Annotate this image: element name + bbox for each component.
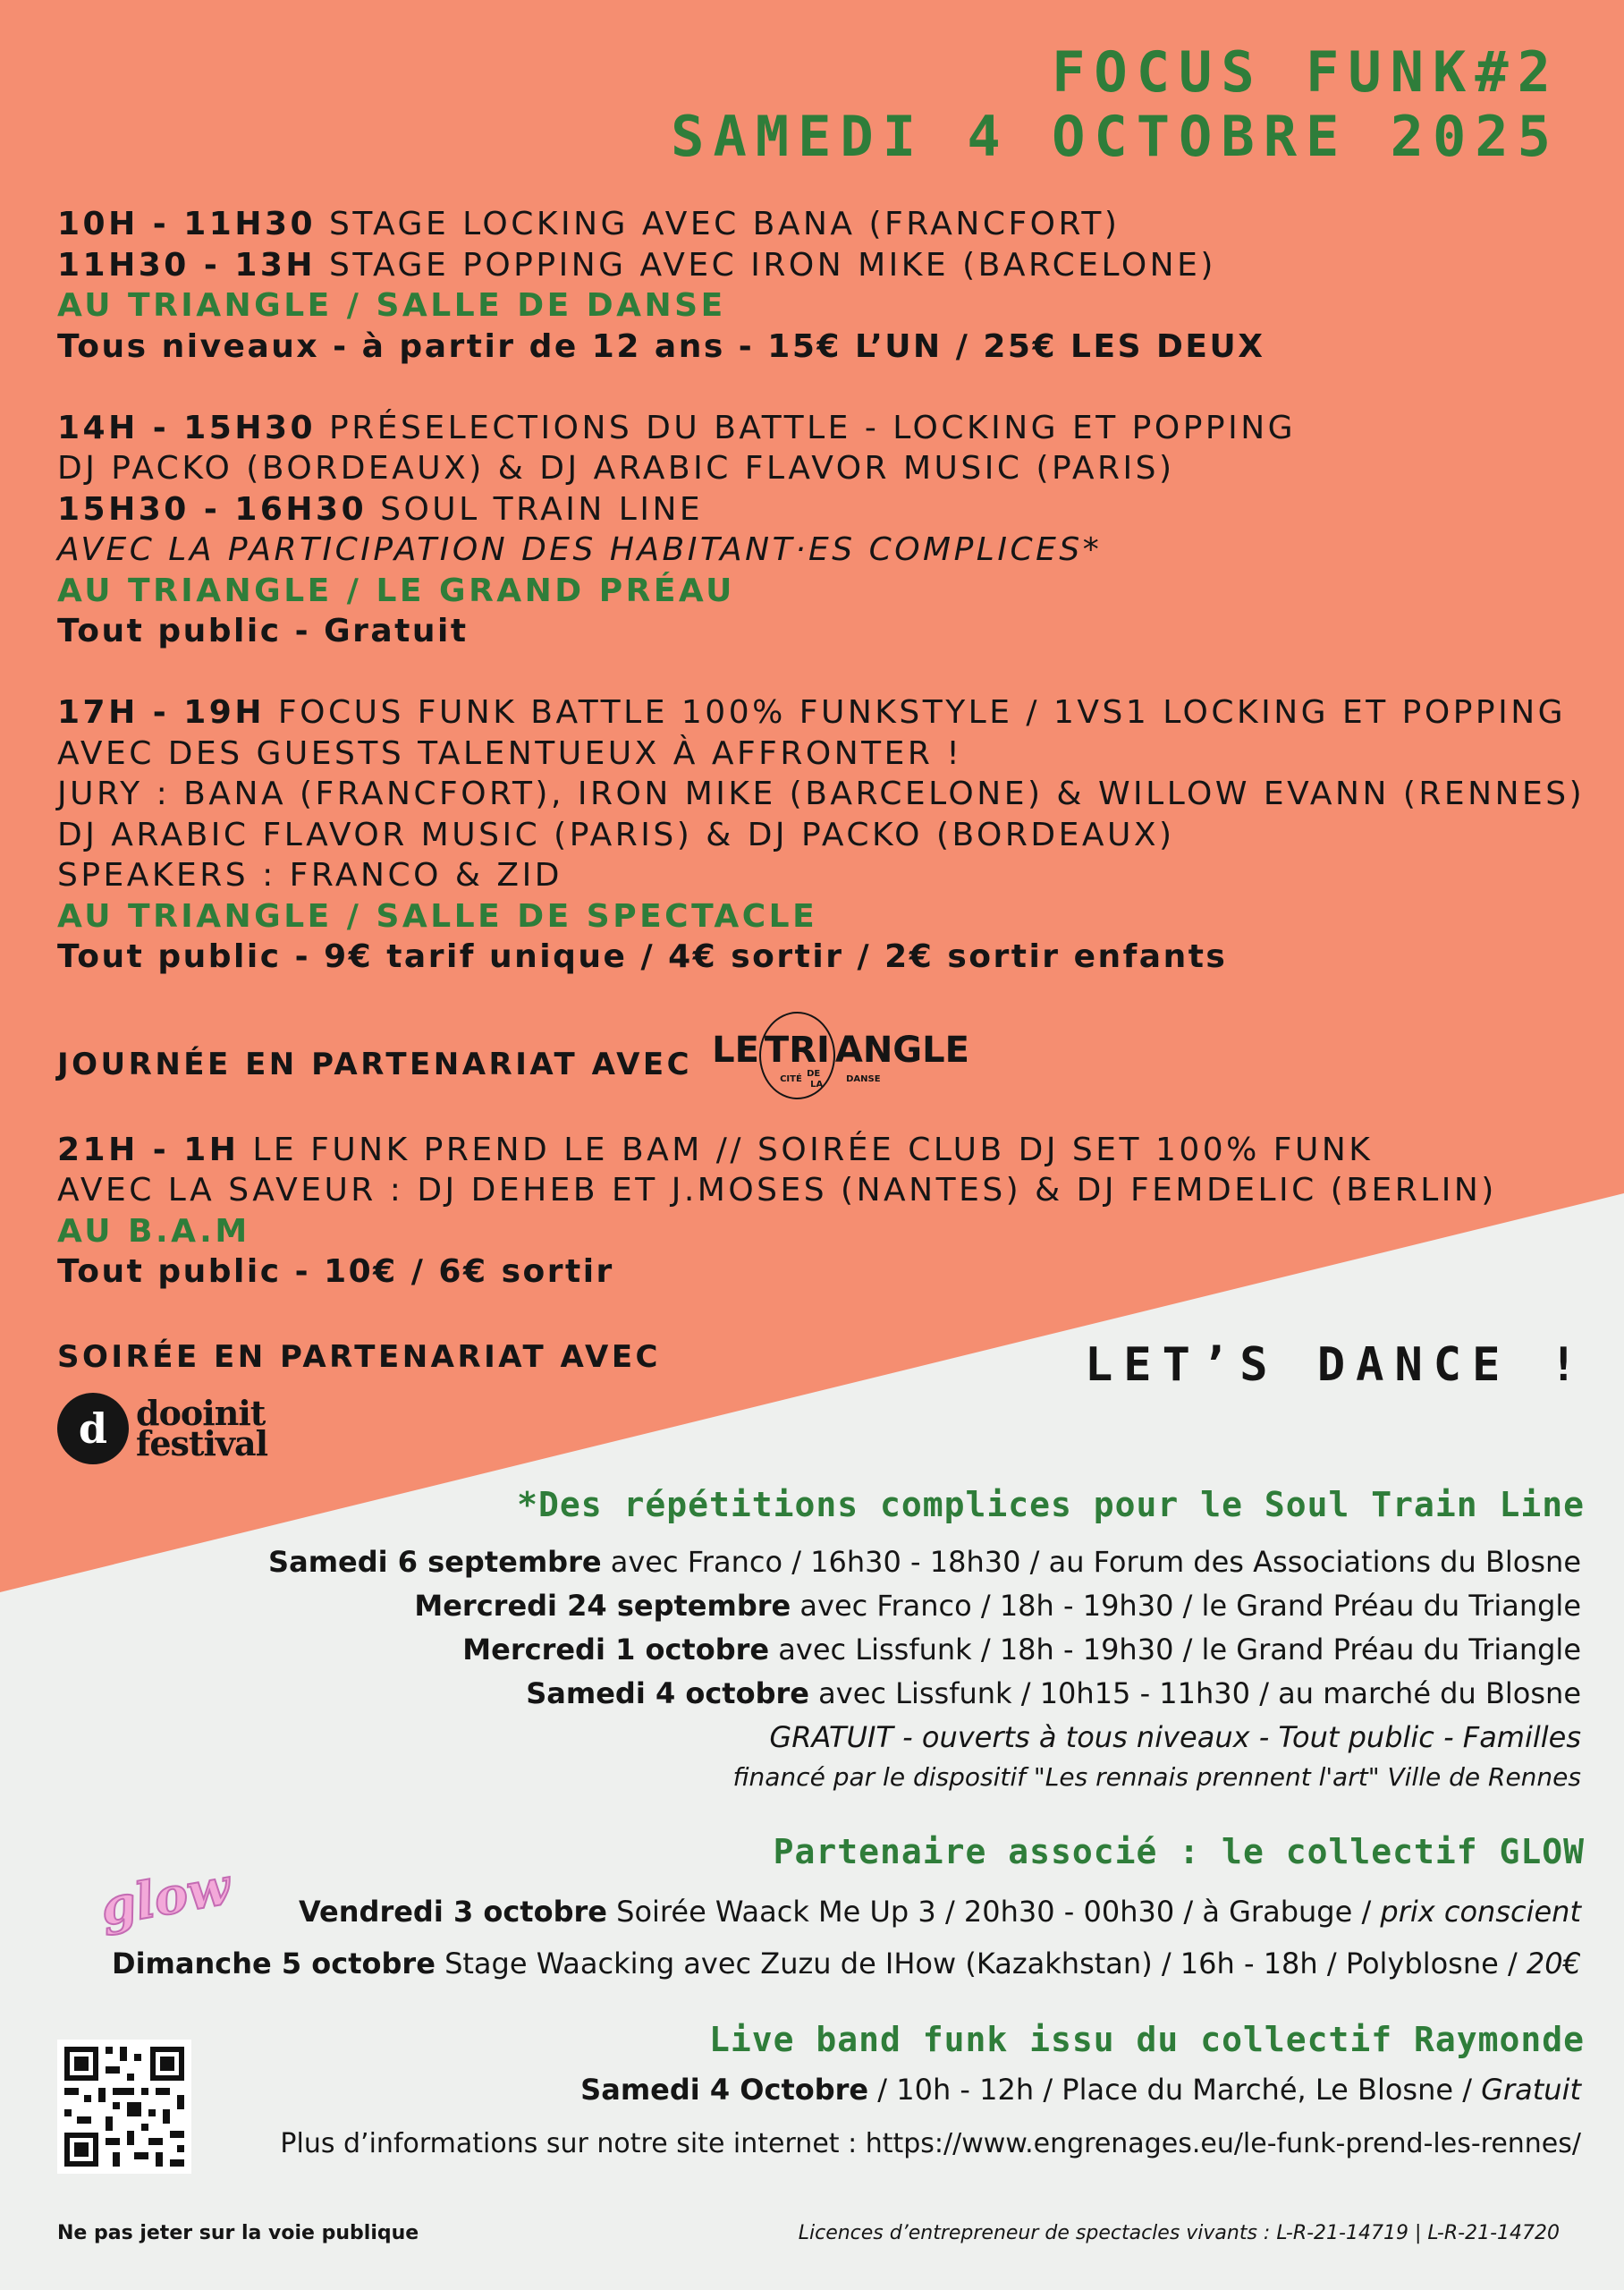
venue-label: AU TRIANGLE / SALLE DE DANSE	[57, 287, 726, 324]
list-item: Mercredi 24 septembre avec Franco / 18h - 19h30 / le Grand Préau du Triangle	[414, 1589, 1581, 1623]
list-item: Samedi 6 septembre avec Franco / 16h30 - 18h30 / au Forum des Associations du Blosne	[268, 1545, 1581, 1579]
list-item: Samedi 4 octobre avec Lissfunk / 10h15 - 11h30 / au marché du Blosne	[526, 1676, 1581, 1710]
program-line: AVEC LA SAVEUR : DJ DEHEB ET J.MOSES (NANTES) & DJ FEMDELIC (BERLIN)	[57, 1172, 1497, 1209]
program-line: DJ PACKO (BORDEAUX) & DJ ARABIC FLAVOR MUSIC (PARIS)	[57, 450, 1175, 487]
list-item: Mercredi 1 octobre avec Lissfunk / 18h - 19h30 / le Grand Préau du Triangle	[462, 1633, 1581, 1667]
qr-code-icon	[57, 2040, 191, 2174]
glow-title: Partenaire associé : le collectif GLOW	[773, 1832, 1585, 1871]
list-item: Vendredi 3 octobre Soirée Waack Me Up 3 / 20h30 - 00h30 / à Grabuge / prix conscient	[299, 1895, 1581, 1929]
repetitions-title: *Des répétitions complices pour le Soul Train Line	[517, 1485, 1585, 1524]
program-line: 21H - 1H LE FUNK PREND LE BAM // SOIRÉE CLUB DJ SET 100% FUNK	[57, 1131, 1374, 1168]
repetitions-funding: financé par le dispositif "Les rennais prennent l'art" Ville de Rennes	[732, 1762, 1581, 1792]
program-line: AVEC DES GUESTS TALENTUEUX À AFFRONTER !	[57, 734, 963, 772]
program-line: 15H30 - 16H30 SOUL TRAIN LINE	[57, 490, 704, 528]
program-line: JURY : BANA (FRANCFORT), IRON MIKE (BARCELONE) & WILLOW EVANN (RENNES)	[57, 776, 1586, 812]
program	[57, 204, 1595, 1464]
program-line: DJ ARABIC FLAVOR MUSIC (PARIS) & DJ PACKO (BORDEAUX)	[57, 816, 1175, 853]
program-line: 10H - 11H30 STAGE LOCKING AVEC BANA (FRANCFORT)	[57, 206, 1121, 242]
program-line: 17H - 19H FOCUS FUNK BATTLE 100% FUNKSTYLE / 1VS1 LOCKING ET POPPING	[57, 694, 1567, 731]
program-line: 11H30 - 13H STAGE POPPING AVEC IRON MIKE (BARCELONE)	[57, 246, 1216, 284]
qr-code[interactable]	[57, 2040, 191, 2174]
glow-list	[112, 1886, 1581, 1989]
venue-label: AU TRIANGLE / LE GRAND PRÉAU	[57, 572, 735, 609]
partner-label: JOURNÉE EN PARTENARIAT AVEC	[57, 1046, 693, 1082]
event-date: SAMEDI 4 OCTOBRE 2025	[671, 104, 1560, 169]
price-info: Tout public - 10€ / 6€ sortir	[57, 1253, 614, 1290]
footer-disclaimer: Ne pas jeter sur la voie publique	[57, 2222, 419, 2244]
repetitions-list	[268, 1540, 1581, 1795]
program-line: 14H - 15H30 PRÉSELECTIONS DU BATTLE - LOCKING ET POPPING	[57, 409, 1297, 446]
glow-logo: glow	[96, 1856, 235, 1938]
raymonde-title: Live band funk issu du collectif Raymonde	[709, 2020, 1585, 2059]
list-item: Dimanche 5 octobre Stage Waacking avec Zuzu de IHow (Kazakhstan) / 16h - 18h / Polyblosne / 20€	[112, 1946, 1581, 1980]
program-line: SPEAKERS : FRANCO & ZID	[57, 857, 562, 894]
price-info: Tous niveaux - à partir de 12 ans - 15€ L’UN / 25€ LES DEUX	[57, 327, 1265, 365]
le-triangle-logo: LE TRI ANGLE CITÉ DE LA DANSE	[712, 1030, 969, 1099]
price-info: Tout public - Gratuit	[57, 613, 469, 649]
price-info: Tout public - 9€ tarif unique / 4€ sortir / 2€ sortir enfants	[57, 938, 1228, 975]
list-item: Samedi 4 Octobre / 10h - 12h / Place du Marché, Le Blosne / Gratuit	[580, 2073, 1581, 2107]
venue-label: AU TRIANGLE / SALLE DE SPECTACLE	[57, 897, 818, 935]
event-title: FOCUS FUNK#2	[1052, 39, 1560, 105]
raymonde-list	[280, 2066, 1581, 2176]
venue-label: AU B.A.M	[57, 1212, 250, 1250]
website-info: Plus d’informations sur notre site internet : https://www.engrenages.eu/le-funk-prend-les-rennes/	[280, 2128, 1581, 2159]
repetitions-note: GRATUIT - ouverts à tous niveaux - Tout public - Familles	[769, 1720, 1581, 1754]
partner-triangle	[57, 1029, 1595, 1096]
dooinit-festival-logo: d dooinit festival	[57, 1393, 1595, 1464]
lets-dance-heading: LET’S DANCE !	[1085, 1338, 1588, 1392]
footer-licences: Licences d’entrepreneur de spectacles vivants : L-R-21-14719 | L-R-21-14720	[798, 2222, 1560, 2244]
partner-label: SOIRÉE EN PARTENARIAT AVEC	[57, 1338, 662, 1375]
program-line: AVEC LA PARTICIPATION DES HABITANT·ES COMPLICES*	[57, 531, 1103, 568]
